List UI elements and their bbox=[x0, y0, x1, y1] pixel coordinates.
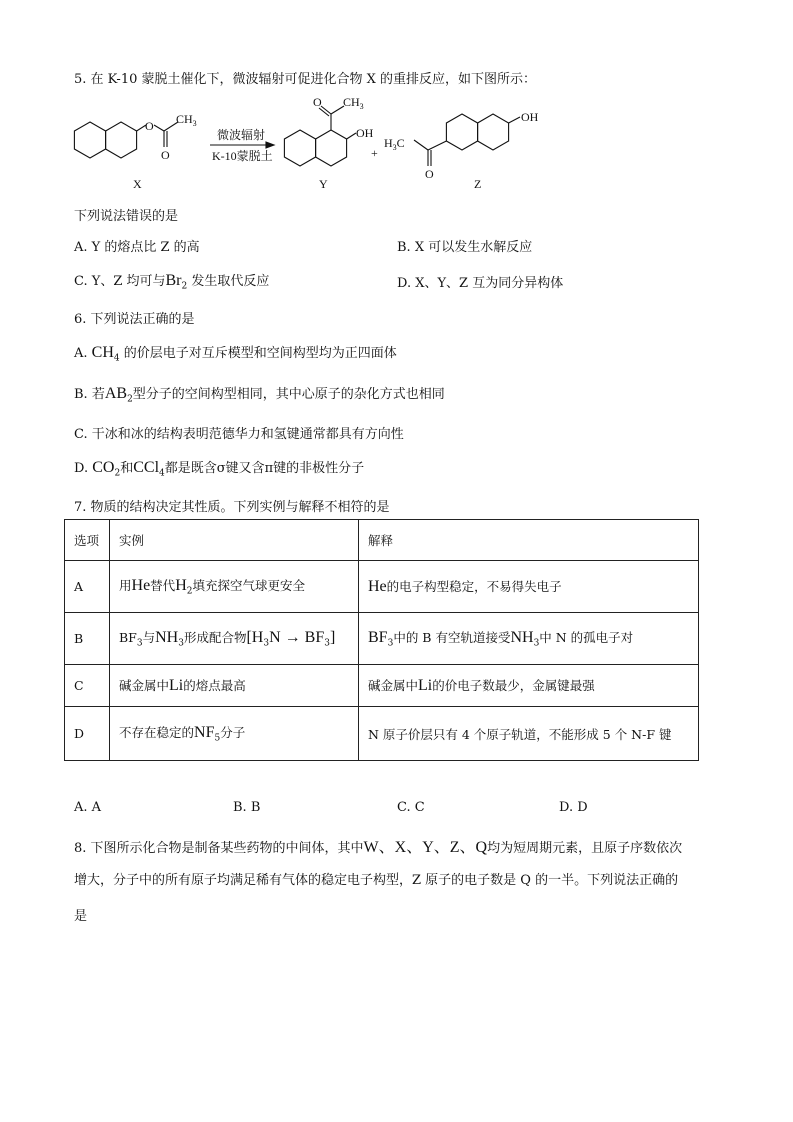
table-row bbox=[65, 613, 699, 665]
q8-line-1: 8. 下图所示化合物是制备某些药物的中间体，其中W、X、Y、Z、Q均为短周期元素，且原子序数依次 bbox=[74, 839, 683, 856]
cell-explanation: He的电子构型稳定，不易得失电子 bbox=[359, 561, 699, 613]
y-ring-right bbox=[316, 130, 347, 166]
cell-explanation: 碱金属中Li的价电子数最少，金属键最强 bbox=[359, 665, 699, 707]
table-row bbox=[65, 561, 699, 613]
q5-option-d: D. X、Y、Z 互为同分异构体 bbox=[397, 276, 564, 291]
cell-option: B bbox=[65, 613, 110, 665]
q5-option-c: C. Y、Z 均可与$Br_2$ 发生取代反应 bbox=[74, 272, 270, 292]
q6-option-a: A. $CH_4$ 的价层电子对互斥模型和空间构型均为正四面体 bbox=[74, 344, 397, 364]
x-ring-left bbox=[74, 122, 105, 158]
table-header-row bbox=[65, 520, 699, 561]
q6-option-d: D. $CO_2$和CCl$_4$都是既含σ键又含π键的非极性分子 bbox=[74, 459, 365, 479]
cell-example: 不存在稳定的$NF_5$分子 bbox=[110, 707, 359, 761]
label-x: X bbox=[133, 177, 142, 191]
x-ring-right bbox=[106, 122, 137, 158]
y-ch3: $CH_3$ bbox=[343, 95, 364, 111]
x-carbonyl-o: O bbox=[161, 148, 170, 162]
x-ester-o: O bbox=[145, 119, 154, 133]
plus-sign: + bbox=[371, 146, 378, 160]
q7-stem: 7. 物质的结构决定其性质。下列实例与解释不相符的是 bbox=[74, 500, 390, 515]
y-ring-left bbox=[284, 130, 315, 166]
header-explanation: 解释 bbox=[359, 520, 699, 561]
reaction-scheme bbox=[0, 0, 793, 200]
arrow-bottom-label: K-10蒙脱土 bbox=[212, 149, 273, 163]
y-oh: OH bbox=[356, 126, 374, 140]
label-z: Z bbox=[474, 177, 482, 191]
z-ring-left bbox=[446, 114, 477, 150]
q7-answer-d: D. D bbox=[559, 800, 588, 815]
q5-option-a: A. Y 的熔点比 Z 的高 bbox=[74, 240, 200, 255]
cell-example: 用He替代$H_2$填充探空气球更安全 bbox=[110, 561, 359, 613]
cell-option: A bbox=[65, 561, 110, 613]
q6-option-b: B. 若$AB_2$型分子的空间构型相同，其中心原子的杂化方式也相同 bbox=[74, 385, 445, 405]
arrow-top-label: 微波辐射 bbox=[217, 128, 266, 142]
q5-stem: 5. 在 K-10 蒙脱土催化下，微波辐射可促进化合物 X 的重排反应，如下图所示： bbox=[74, 72, 537, 87]
table-row bbox=[65, 665, 699, 707]
q6-stem: 6. 下列说法正确的是 bbox=[74, 312, 195, 327]
z-ring-right bbox=[478, 114, 509, 150]
cell-option: C bbox=[65, 665, 110, 707]
cell-explanation: $BF_3$中的 B 有空轨道接受$NH_3$中 N 的孤电子对 bbox=[359, 613, 699, 665]
cell-option: D bbox=[65, 707, 110, 761]
header-example: 实例 bbox=[110, 520, 359, 561]
z-carbonyl-o: O bbox=[425, 167, 434, 181]
q7-answer-b: B. B bbox=[233, 800, 261, 815]
q6-option-c: C. 干冰和冰的结构表明范德华力和氢键通常都具有方向性 bbox=[74, 427, 404, 442]
table-row bbox=[65, 707, 699, 761]
cell-explanation: N 原子价层只有 4 个原子轨道，不能形成 5 个 N-F 键 bbox=[359, 707, 699, 761]
q8-line-3: 是 bbox=[74, 909, 88, 924]
q5-prompt: 下列说法错误的是 bbox=[74, 209, 179, 224]
cell-example: 碱金属中Li的熔点最高 bbox=[110, 665, 359, 707]
label-y: Y bbox=[319, 177, 328, 191]
header-option: 选项 bbox=[65, 520, 110, 561]
y-carbonyl-o: O bbox=[313, 95, 322, 109]
q8-line-2: 增大，分子中的所有原子均满足稀有气体的稳定电子构型，Z 原子的电子数是 Q 的一半。下列说法正确的 bbox=[74, 873, 679, 888]
q5-option-b: B. X 可以发生水解反应 bbox=[397, 240, 533, 255]
x-ch3: $CH_3$ bbox=[176, 112, 197, 128]
z-h3c: $H_3C$ bbox=[384, 136, 405, 152]
q7-answer-a: A. A bbox=[74, 800, 102, 815]
cell-example: $BF_3$与$NH_3$形成配合物$[H_3N \to BF_3]$ bbox=[110, 613, 359, 665]
z-oh: OH bbox=[521, 110, 539, 124]
q7-answer-c: C. C bbox=[397, 800, 425, 815]
q7-table bbox=[64, 519, 699, 761]
